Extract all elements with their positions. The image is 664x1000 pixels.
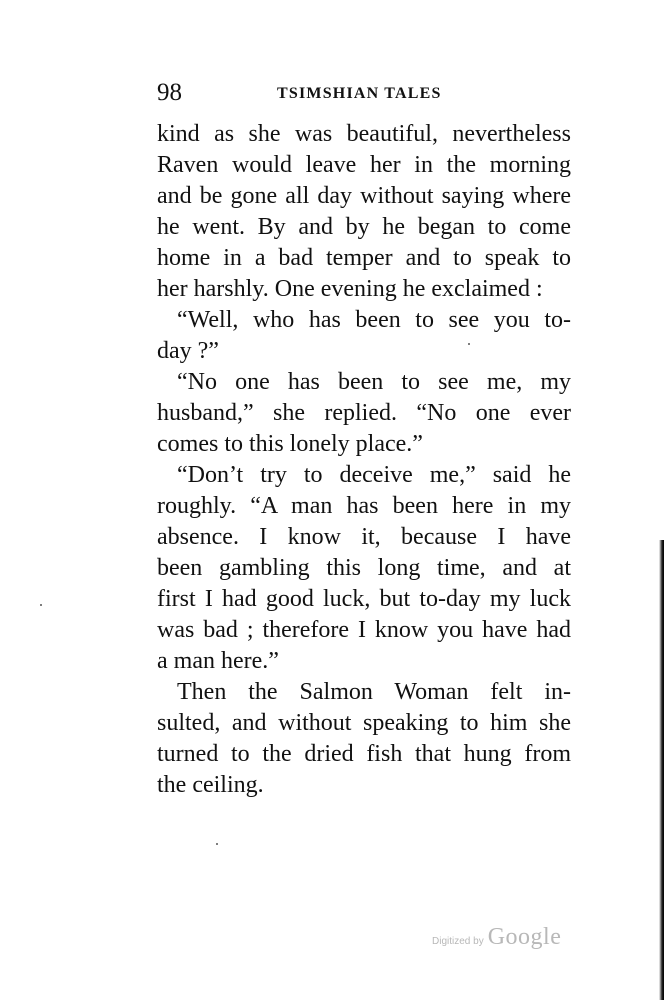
scan-speck bbox=[40, 604, 42, 606]
scan-speck bbox=[468, 343, 470, 345]
text-line: “No one has been to see me, my bbox=[177, 369, 571, 395]
text-line: turned to the dried fish that hung from bbox=[157, 741, 571, 767]
text-line: comes to this lonely place.” bbox=[157, 431, 423, 457]
watermark-prefix: Digitized by bbox=[432, 936, 484, 947]
text-line: roughly. “A man has been here in my bbox=[157, 493, 571, 519]
scan-speck bbox=[216, 843, 218, 845]
body-text bbox=[157, 119, 571, 801]
page-number: 98 bbox=[157, 79, 182, 106]
page-edge-shadow bbox=[659, 540, 664, 1000]
text-line: first I had good luck, but to-day my luck bbox=[157, 586, 571, 612]
text-line: been gambling this long time, and at bbox=[157, 555, 571, 581]
text-line: husband,” she replied. “No one ever bbox=[157, 400, 571, 426]
text-line: was bad ; therefore I know you have had bbox=[157, 617, 571, 643]
text-line: day ?” bbox=[157, 338, 219, 364]
text-line: her harshly. One evening he exclaimed : bbox=[157, 276, 543, 302]
text-line: “Well, who has been to see you to- bbox=[177, 307, 571, 333]
text-line: kind as she was beautiful, nevertheless bbox=[157, 121, 571, 147]
running-header bbox=[157, 78, 577, 108]
text-line: home in a bad temper and to speak to bbox=[157, 245, 571, 271]
text-line: “Don’t try to deceive me,” said he bbox=[177, 462, 571, 488]
text-line: absence. I know it, because I have bbox=[157, 524, 571, 550]
text-line: and be gone all day without saying where bbox=[157, 183, 571, 209]
text-line: a man here.” bbox=[157, 648, 279, 674]
digitized-by-google-watermark bbox=[432, 924, 561, 951]
text-line: sulted, and without speaking to him she bbox=[157, 710, 571, 736]
text-line: Raven would leave her in the morning bbox=[157, 152, 571, 178]
text-line: he went. By and by he began to come bbox=[157, 214, 571, 240]
text-line: Then the Salmon Woman felt in- bbox=[177, 679, 571, 705]
google-logo: Google bbox=[487, 924, 562, 950]
text-line: the ceiling. bbox=[157, 772, 264, 798]
running-head-title: TSIMSHIAN TALES bbox=[277, 85, 442, 102]
